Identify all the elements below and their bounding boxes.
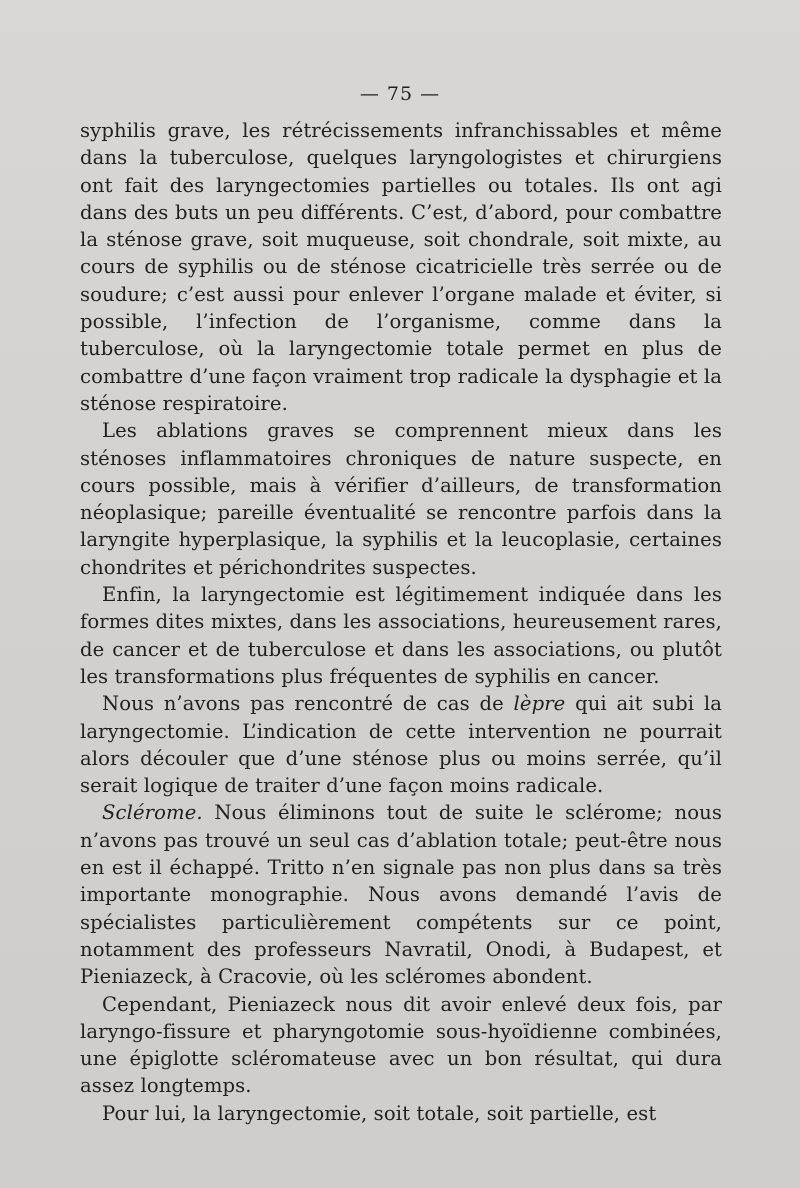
section-heading-sclerome: Sclérome. — [102, 801, 203, 825]
paragraph-7: Pour lui, la laryngectomie, soit totale, soit partielle, est — [102, 1101, 657, 1125]
paragraph-4 — [80, 690, 722, 799]
italic-term-lepre: lèpre — [513, 692, 566, 716]
paragraph-4-end: qui ait subi la laryngectomie. L’indication de cette intervention ne pourrait alors découler que d’une sténose plus ou moins serrée, qu’il serait logique de traiter d’une façon moins radicale. — [80, 692, 722, 798]
paragraph-3: Enfin, la laryngectomie est légitimement indiquée dans les formes dites mixtes, dans les associations, heureusement rares, de cancer et de tuberculose et dans les associations, ou plutôt les transformations plus fréquentes de syphilis en cancer. — [80, 583, 722, 688]
paragraph-1: syphilis grave, les rétrécissements infranchissables et même dans la tuberculose, quelques laryngologistes et chirurgiens ont fait des laryngectomies partielles ou totales. Ils ont agi dans des buts un peu différents. C’est, d’abord, pour combattre la sténose grave, soit muqueuse, soit chondrale, soit mixte, au cours de syphilis ou de sténose cicatricielle très serrée ou de soudure; c’est aussi pour enlever l’organe malade et éviter, si possible, l’infection de l’organisme, comme dans la tuberculose, où la laryngectomie totale permet en plus de combattre d’une façon vraiment trop radicale la dysphagie et la sténose respiratoire. — [80, 119, 722, 415]
paragraph-6: Cependant, Pieniazeck nous dit avoir enlevé deux fois, par laryngo-fissure et pharyngotomie sous-hyoïdienne combinées, une épiglotte scléromateuse avec un bon résultat, qui dura assez longtemps. — [80, 992, 722, 1098]
paragraph-4-start: Nous n’avons pas rencontré de cas de — [102, 692, 514, 716]
paragraph-5 — [80, 799, 722, 990]
page-number: — 75 — — [359, 83, 441, 105]
paragraph-5-end: Nous éliminons tout de suite le sclérome; nous n’avons pas trouvé un seul cas d’ablation totale; peut-être nous en est il échappé. Tritto n’en signale pas non plus dans sa très importante monographie. Nous avons demandé l’avis de spécialistes particulièrement compétents sur ce point, notamment des professeurs Navratil, Onodi, à Budapest, et Pieniazeck, à Cracovie, où les scléromes abondent. — [80, 801, 722, 989]
paragraph-2: Les ablations graves se comprennent mieux dans les sténoses inflammatoires chroniques de nature suspecte, en cours possible, mais à vérifier d’ailleurs, de transformation néoplasique; pareille éventualité se rencontre parfois dans la laryngite hyperplasique, la syphilis et la leucoplasie, certaines chondrites et périchondrites suspectes. — [80, 419, 722, 579]
body-text — [80, 117, 722, 1127]
